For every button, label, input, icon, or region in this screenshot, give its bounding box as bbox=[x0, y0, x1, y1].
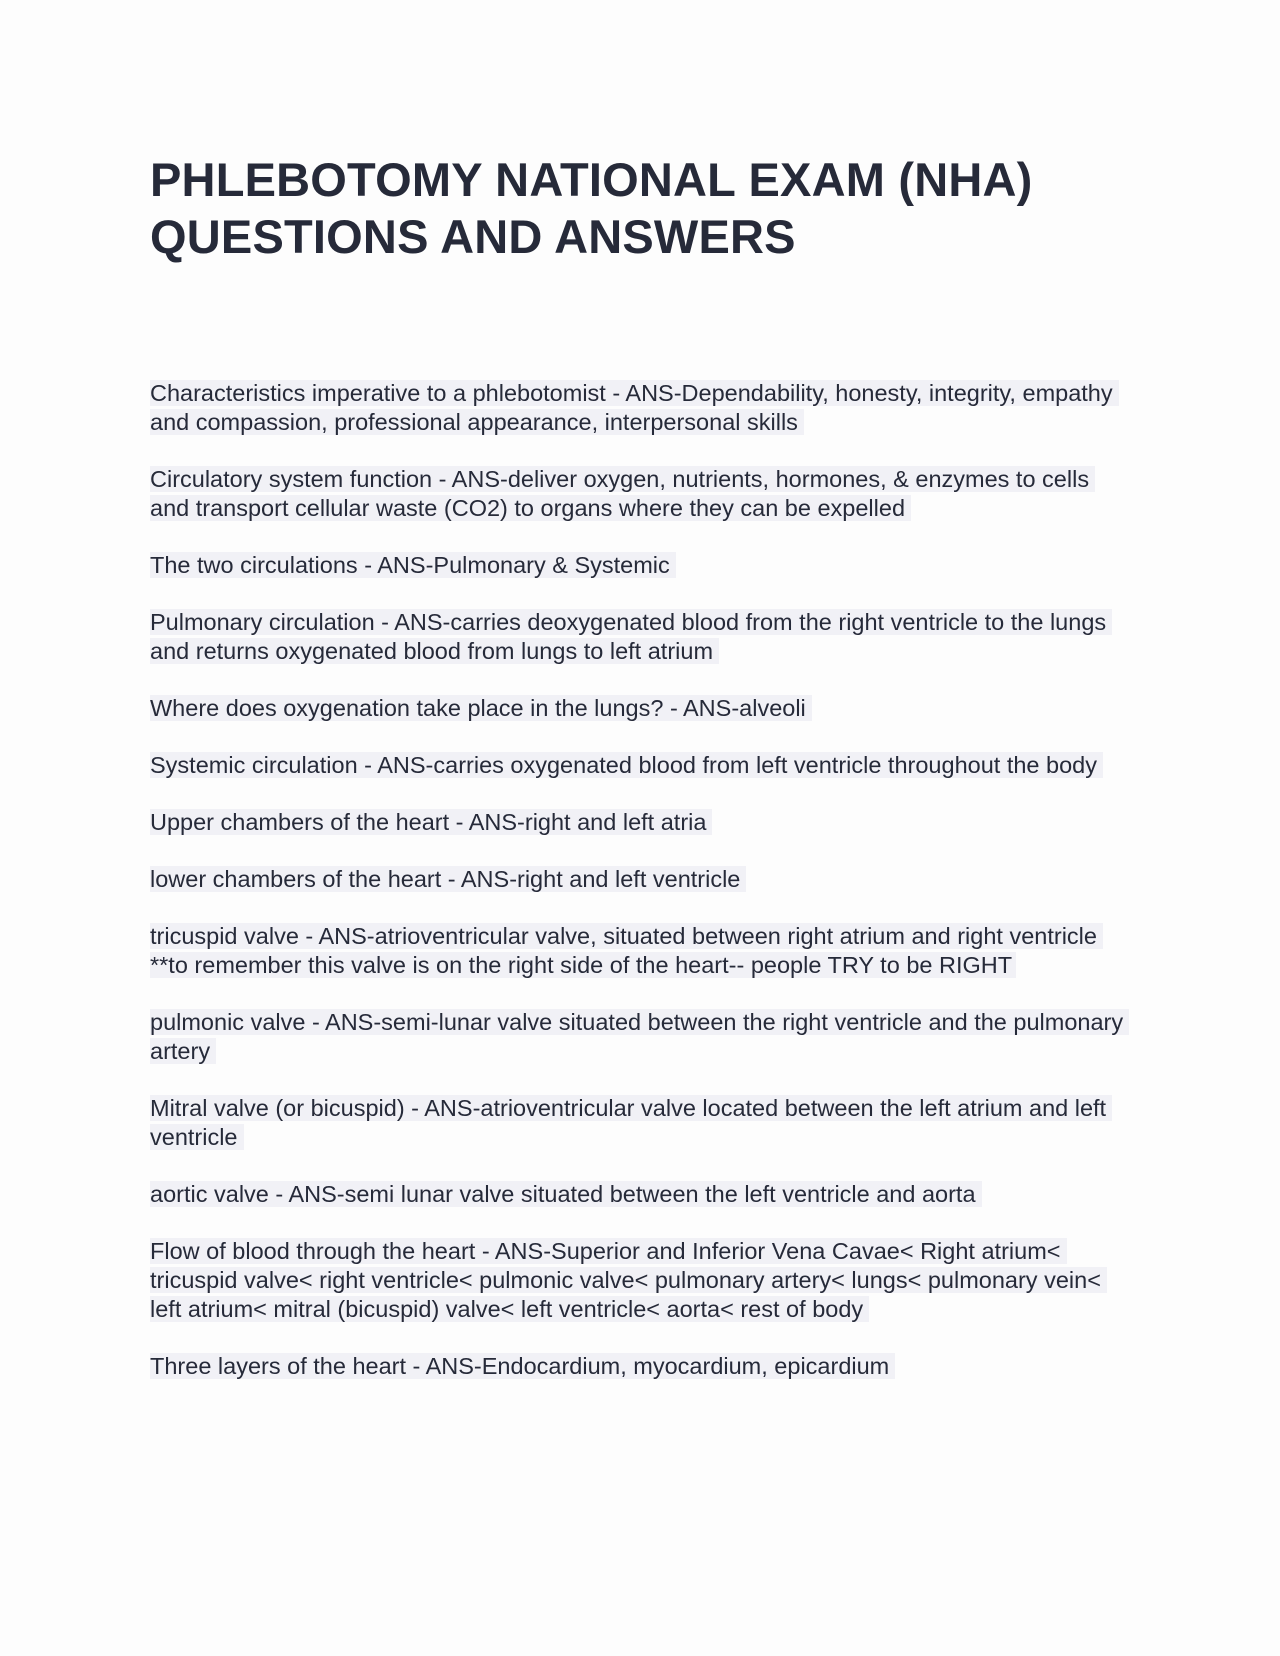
qa-text: Three layers of the heart - ANS-Endocardium, myocardium, epicardium bbox=[150, 1353, 895, 1379]
qa-text: Flow of blood through the heart - ANS-Superior and Inferior Vena Cavae< Right atrium< tricuspid valve< right ventricle< pulmonic valve< pulmonary artery< lungs< pulmonary vein< left atrium< mitral (bicuspid) valve< left ventricle< aorta< rest of body bbox=[150, 1238, 1107, 1322]
qa-item bbox=[150, 808, 1130, 837]
qa-text: tricuspid valve - ANS-atrioventricular valve, situated between right atrium and right ventricle bbox=[150, 923, 1103, 949]
page-title bbox=[150, 151, 1150, 265]
title-line-1: PHLEBOTOMY NATIONAL EXAM (NHA) bbox=[150, 153, 1033, 206]
qa-item bbox=[150, 922, 1130, 980]
qa-item bbox=[150, 551, 1130, 580]
qa-text: The two circulations - ANS-Pulmonary & Systemic bbox=[150, 552, 676, 578]
qa-text: Pulmonary circulation - ANS-carries deoxygenated blood from the right ventricle to the lungs and returns oxygenated blood from lungs to left atrium bbox=[150, 609, 1112, 664]
qa-item bbox=[150, 1094, 1130, 1152]
qa-item bbox=[150, 865, 1130, 894]
qa-text: Circulatory system function - ANS-deliver oxygen, nutrients, hormones, & enzymes to cells and transport cellular waste (CO2) to organs where they can be expelled bbox=[150, 466, 1095, 521]
qa-list bbox=[150, 379, 1130, 1409]
qa-item bbox=[150, 608, 1130, 666]
qa-item bbox=[150, 1237, 1130, 1324]
qa-text: pulmonic valve - ANS-semi-lunar valve situated between the right ventricle and the pulmonary artery bbox=[150, 1009, 1129, 1064]
qa-text: Mitral valve (or bicuspid) - ANS-atrioventricular valve located between the left atrium and left ventricle bbox=[150, 1095, 1112, 1150]
qa-text: Characteristics imperative to a phlebotomist - ANS-Dependability, honesty, integrity, empathy and compassion, professional appearance, interpersonal skills bbox=[150, 380, 1119, 435]
qa-text: Where does oxygenation take place in the lungs? - ANS-alveoli bbox=[150, 695, 812, 721]
qa-item bbox=[150, 751, 1130, 780]
title-line-2: QUESTIONS AND ANSWERS bbox=[150, 210, 796, 263]
qa-item bbox=[150, 1008, 1130, 1066]
qa-item bbox=[150, 1180, 1130, 1209]
qa-item bbox=[150, 465, 1130, 523]
qa-text: aortic valve - ANS-semi lunar valve situated between the left ventricle and aorta bbox=[150, 1181, 982, 1207]
qa-note: **to remember this valve is on the right side of the heart-- people TRY to be RIGHT bbox=[150, 952, 1016, 978]
qa-text: lower chambers of the heart - ANS-right and left ventricle bbox=[150, 866, 746, 892]
qa-item bbox=[150, 379, 1130, 437]
qa-text: Upper chambers of the heart - ANS-right and left atria bbox=[150, 809, 712, 835]
qa-item bbox=[150, 694, 1130, 723]
qa-item bbox=[150, 1352, 1130, 1381]
qa-text: Systemic circulation - ANS-carries oxygenated blood from left ventricle throughout the body bbox=[150, 752, 1103, 778]
